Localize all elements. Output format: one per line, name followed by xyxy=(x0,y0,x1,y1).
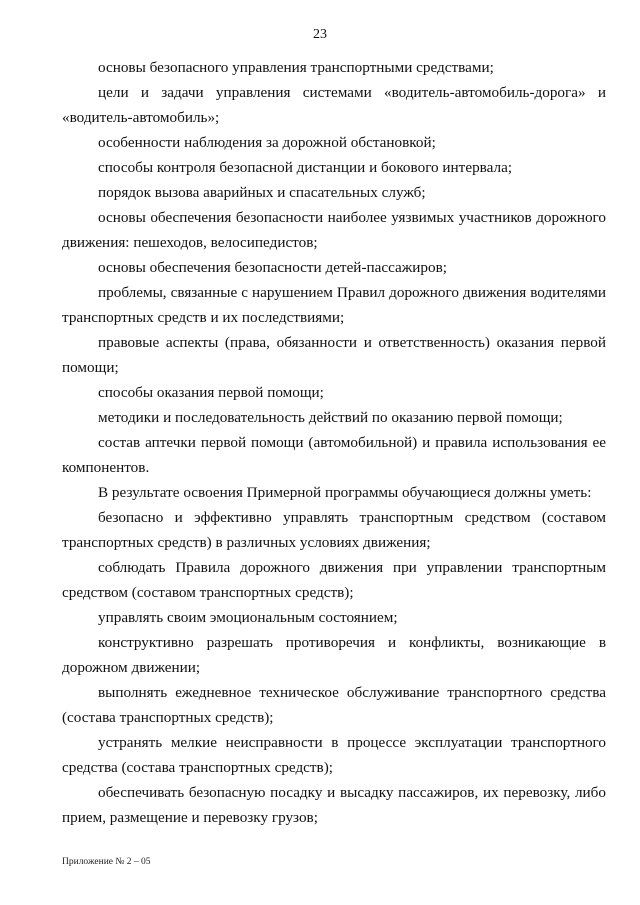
paragraph: цели и задачи управления системами «водитель-автомобиль-дорога» и «водитель-автомобиль»; xyxy=(62,84,606,126)
paragraph: конструктивно разрешать противоречия и конфликты, возникающие в дорожном движении; xyxy=(62,634,606,676)
paragraph: устранять мелкие неисправности в процессе эксплуатации транспортного средства (состава транспортных средств); xyxy=(62,734,606,776)
paragraph: выполнять ежедневное техническое обслуживание транспортного средства (состава транспортных средств); xyxy=(62,684,606,726)
paragraph: безопасно и эффективно управлять транспортным средством (составом транспортных средств) в различных условиях движения; xyxy=(62,509,606,551)
paragraph: основы безопасного управления транспортными средствами; xyxy=(98,59,494,76)
section-intro: В результате освоения Примерной программы обучающиеся должны уметь: xyxy=(98,484,592,501)
paragraph: методики и последовательность действий по оказанию первой помощи; xyxy=(98,409,563,426)
paragraph: основы обеспечения безопасности детей-пассажиров; xyxy=(98,259,447,276)
paragraph: соблюдать Правила дорожного движения при управлении транспортным средством (составом транспортных средств); xyxy=(62,559,606,601)
paragraph: управлять своим эмоциональным состоянием; xyxy=(98,609,398,626)
page-number: 23 xyxy=(313,27,327,42)
paragraph: основы обеспечения безопасности наиболее уязвимых участников дорожного движения: пешеходов, велосипедистов; xyxy=(62,209,606,251)
paragraph: особенности наблюдения за дорожной обстановкой; xyxy=(98,134,436,151)
document-footer: Приложение № 2 – 05 xyxy=(62,857,151,867)
paragraph: способы контроля безопасной дистанции и бокового интервала; xyxy=(98,159,513,176)
paragraph: состав аптечки первой помощи (автомобильной) и правила использования ее компонентов. xyxy=(62,434,606,476)
paragraph: обеспечивать безопасную посадку и высадку пассажиров, их перевозку, либо прием, размещение и перевозку грузов; xyxy=(62,784,606,826)
paragraph: правовые аспекты (права, обязанности и ответственность) оказания первой помощи; xyxy=(62,334,606,376)
paragraph: порядок вызова аварийных и спасательных служб; xyxy=(98,184,426,201)
document-body xyxy=(62,55,606,830)
paragraph: проблемы, связанные с нарушением Правил дорожного движения водителями транспортных средств и их последствиями; xyxy=(62,284,606,326)
paragraph: способы оказания первой помощи; xyxy=(98,384,324,401)
